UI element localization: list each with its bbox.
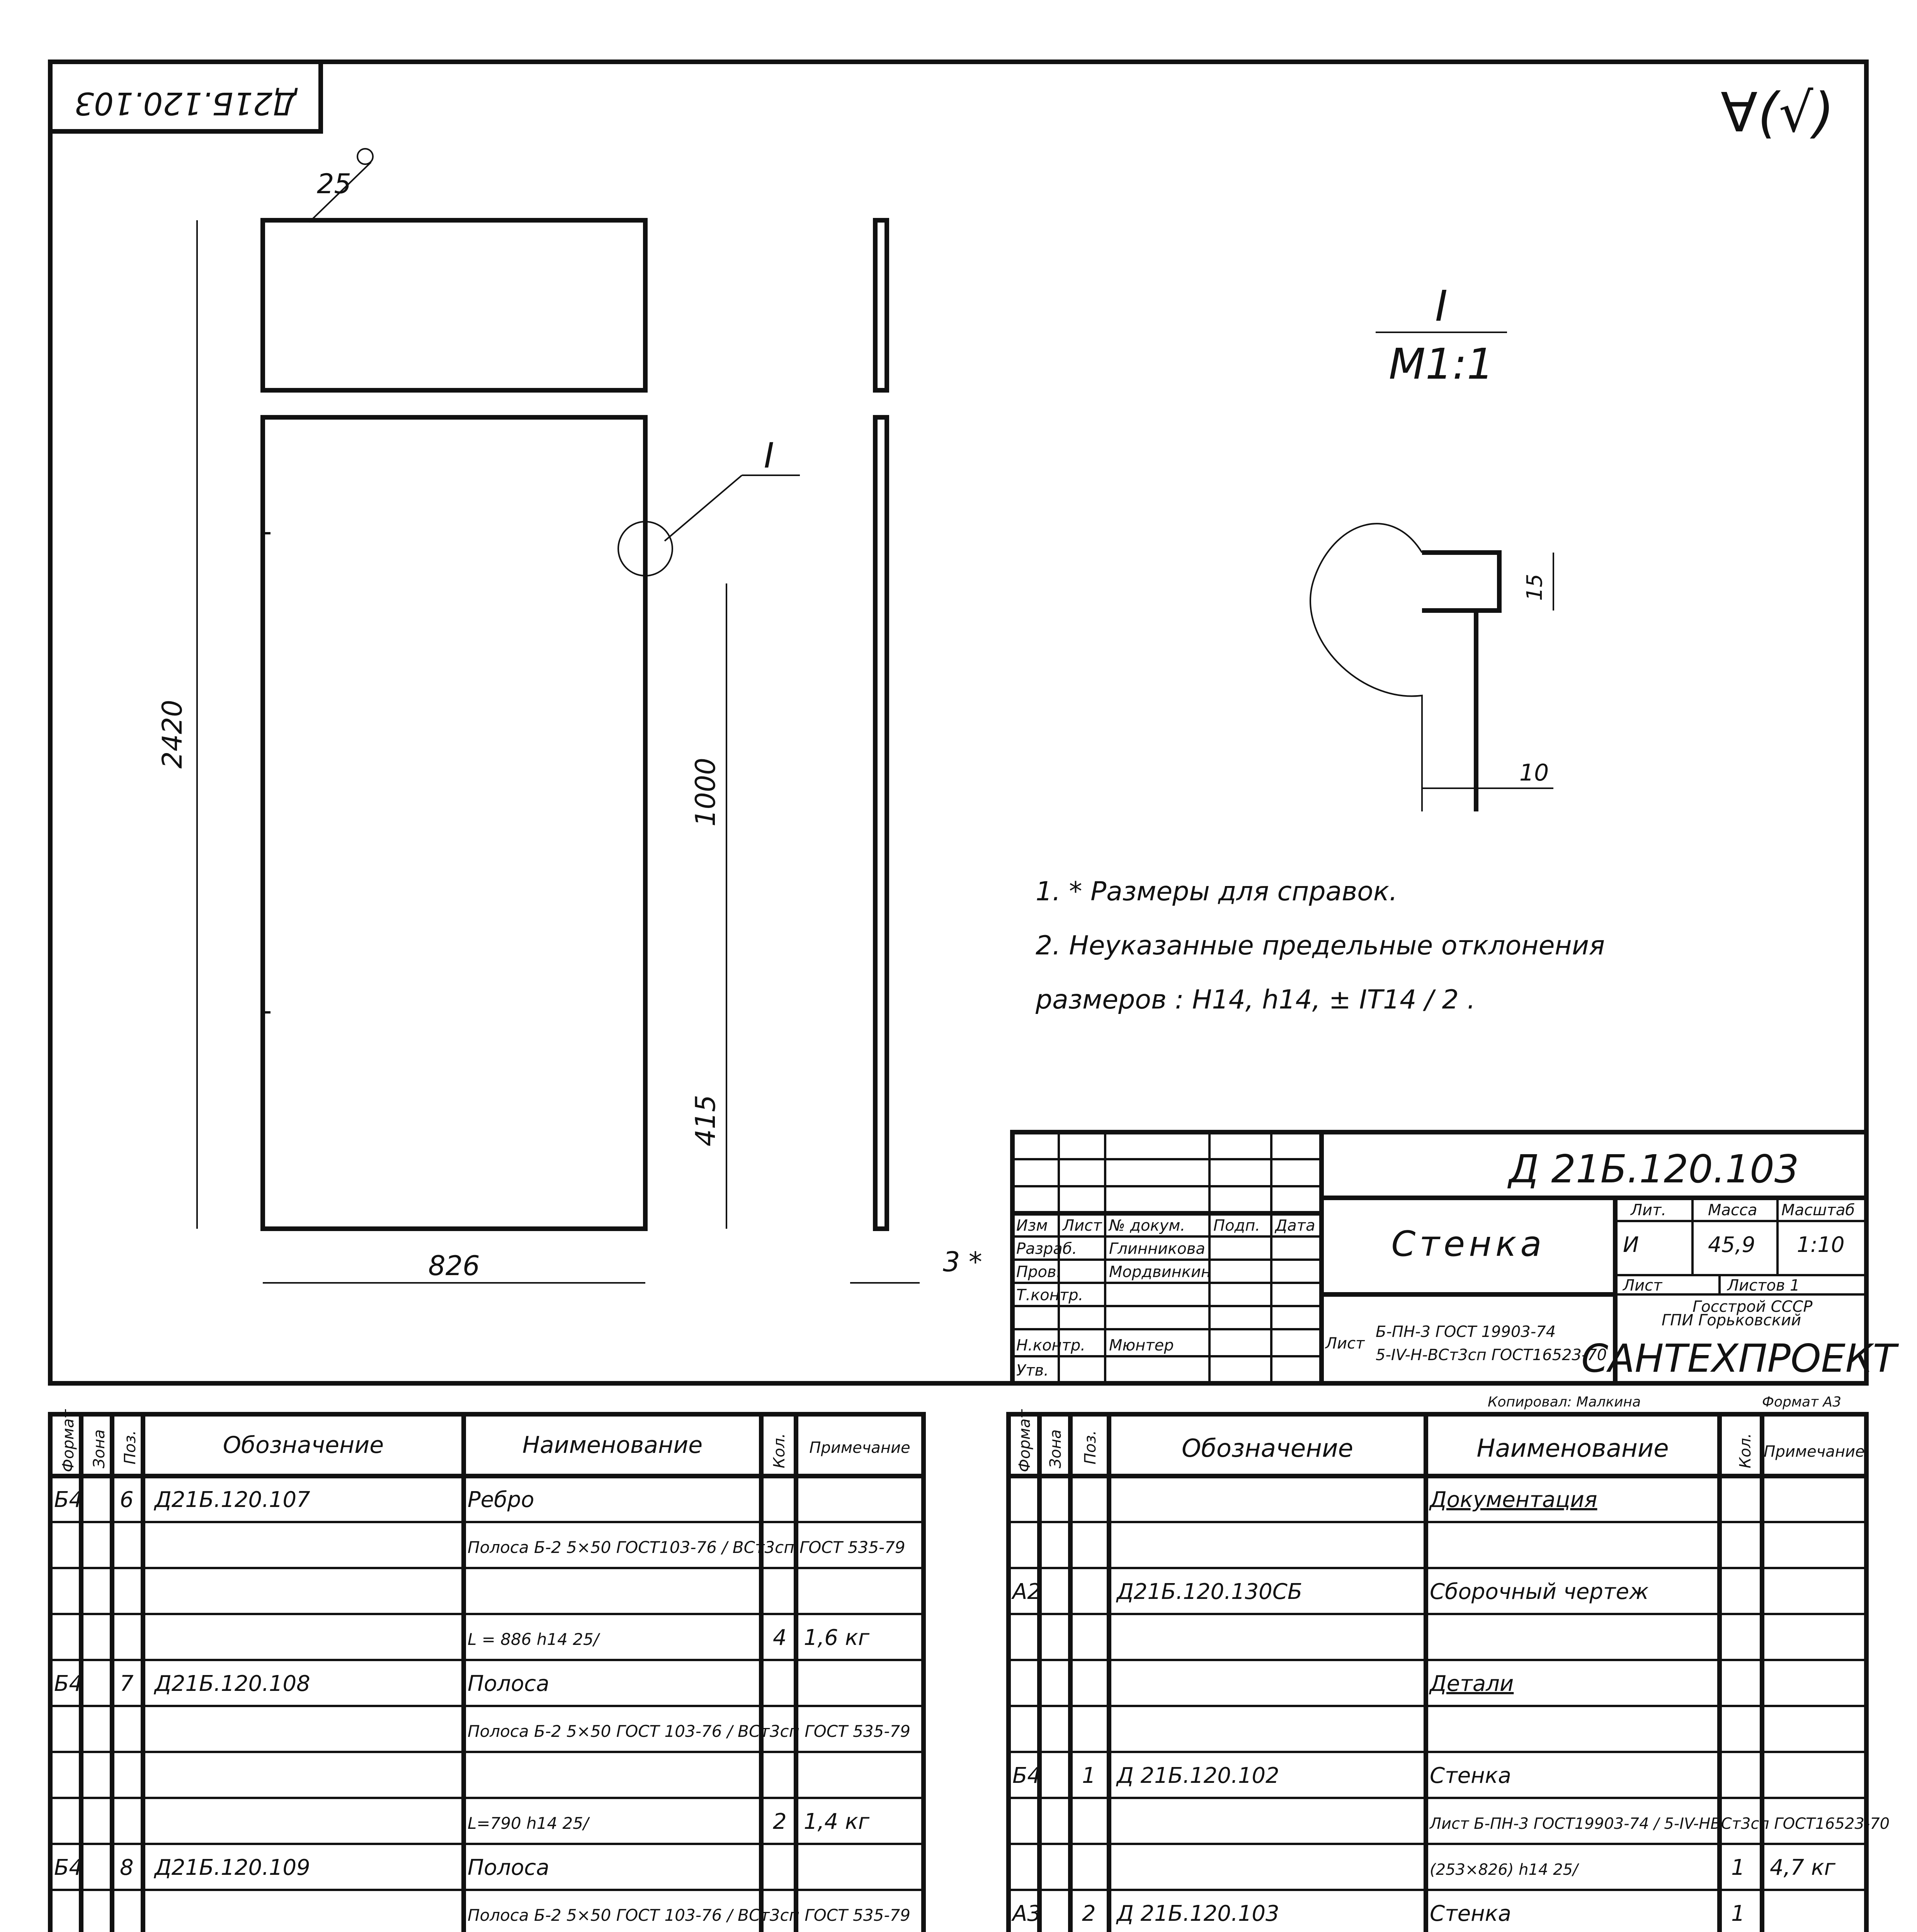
- tb-h-data: Дата: [1275, 1217, 1315, 1235]
- spec-name: L = 886 h14 25/: [468, 1630, 599, 1649]
- ls-h-fmt: Формат: [60, 1409, 77, 1472]
- spec-note: 1,4 кг: [804, 1809, 870, 1834]
- spec-format: Б4: [1012, 1763, 1041, 1788]
- spec-name: Детали: [1430, 1671, 1514, 1696]
- tb-role-2: Пров.: [1016, 1263, 1061, 1281]
- detail-profile: [1422, 553, 1499, 611]
- detail-leader: [665, 475, 742, 541]
- tb-role-5: Н.контр.: [1016, 1337, 1085, 1354]
- spec-name: Ребро: [468, 1487, 534, 1512]
- dim-15: 15: [1522, 574, 1547, 601]
- tb-org-1: Госстрой СССР: [1692, 1298, 1813, 1316]
- tb-scale: 1:10: [1797, 1232, 1845, 1257]
- top-format: Формат А3: [1762, 1394, 1842, 1410]
- rs-h-zone: Зона: [1047, 1429, 1065, 1468]
- main-part-outline: [263, 220, 887, 1229]
- spec-name: Полоса Б-2 5×50 ГОСТ 103-76 / ВСт3сп ГОСТ 535-79: [468, 1906, 910, 1925]
- spec-format: А3: [1012, 1901, 1041, 1926]
- tb-role-1: Разраб.: [1016, 1240, 1077, 1258]
- spec-designation: Д21Б.120.107: [155, 1487, 310, 1512]
- rs-h-fmt: Формат: [1016, 1409, 1034, 1472]
- ls-h-zone: Зона: [90, 1429, 108, 1468]
- roughness-circle: [357, 149, 373, 164]
- dim-415: 415: [690, 1095, 721, 1146]
- rs-h-pos: Поз.: [1082, 1430, 1099, 1464]
- note-3: размеров : Н14, h14, ± IT14 / 2 .: [1036, 985, 1476, 1015]
- spec-quantity: 1: [1731, 1855, 1745, 1880]
- tb-material-1: Б-ПН-3 ГОСТ 19903-74: [1376, 1323, 1556, 1341]
- spec-format: Б4: [54, 1671, 83, 1696]
- spec-note: 4,7 кг: [1770, 1855, 1836, 1880]
- detail-scale: М1:1: [1389, 339, 1494, 389]
- roughness-symbol: ∀(√): [1720, 82, 1835, 145]
- spec-format: Б4: [54, 1487, 83, 1512]
- tb-person-5: Мюнтер: [1109, 1337, 1174, 1354]
- note-1: 1. * Размеры для справок.: [1036, 876, 1398, 907]
- spec-designation: Д 21Б.120.103: [1117, 1901, 1279, 1926]
- spec-name: Стенка: [1430, 1763, 1511, 1788]
- spec-designation: Д21Б.120.108: [155, 1671, 310, 1696]
- spec-quantity: 1: [1731, 1901, 1745, 1926]
- spec-position: 8: [120, 1855, 134, 1880]
- tb-material-2: 5-IV-Н-ВСт3сп ГОСТ16523-70: [1376, 1346, 1607, 1364]
- tb-scale-header: Масштаб: [1781, 1201, 1855, 1219]
- dim-10: 10: [1519, 759, 1549, 786]
- tb-person-1: Глинникова: [1109, 1240, 1205, 1258]
- tb-mass: 45,9: [1708, 1232, 1755, 1257]
- rs-h-note: Примечание: [1764, 1443, 1865, 1461]
- rs-h-name: Наименование: [1476, 1434, 1669, 1463]
- ls-h-code: Обозначение: [223, 1432, 384, 1459]
- spec-position: 6: [120, 1487, 134, 1512]
- tb-lit-header: Лит.: [1631, 1201, 1667, 1219]
- spec-name: (253×826) h14 25/: [1430, 1861, 1578, 1879]
- spec-name: Полоса Б-2 5×50 ГОСТ103-76 / ВСт3сп ГОСТ 535-79: [468, 1538, 905, 1557]
- ls-h-name: Наименование: [522, 1432, 703, 1459]
- tb-h-izm: Изм: [1016, 1217, 1048, 1235]
- tb-lit: И: [1623, 1232, 1639, 1257]
- tb-mass-header: Масса: [1708, 1201, 1757, 1219]
- tb-org-3: САНТЕХПРОЕКТ: [1581, 1336, 1897, 1381]
- detail-label: I: [764, 435, 774, 476]
- top-sheet: [50, 62, 1899, 1410]
- ls-h-pos: Поз.: [121, 1430, 139, 1464]
- detail-break-line: [1310, 524, 1422, 811]
- rs-h-code: Обозначение: [1181, 1434, 1354, 1463]
- rs-h-qty: Кол.: [1737, 1433, 1754, 1468]
- spec-name: Сборочный чертеж: [1430, 1579, 1649, 1604]
- note-2: 2. Неуказанные предельные отклонения: [1036, 930, 1605, 961]
- spec-position: 7: [120, 1671, 134, 1696]
- top-designation: Д 21Б.120.103: [1509, 1146, 1799, 1192]
- spec-format: А2: [1012, 1579, 1041, 1604]
- right-spec-sheet: [962, 1409, 1895, 1932]
- ls-h-note: Примечание: [809, 1439, 910, 1457]
- tb-sheets-label: Листов 1: [1727, 1277, 1800, 1294]
- tb-h-podp: Подп.: [1213, 1217, 1260, 1235]
- top-copied-by: Копировал: Малкина: [1488, 1394, 1641, 1410]
- roughness-25: 25: [317, 168, 352, 200]
- tb-sheet-label: Лист: [1623, 1277, 1662, 1294]
- spec-note: 1,6 кг: [804, 1625, 870, 1650]
- tb-material-prefix: Лист: [1325, 1335, 1365, 1352]
- detail-ref: I: [1435, 281, 1448, 331]
- rotated-stamp: Д21Б.120.103: [74, 85, 297, 121]
- ls-h-qty: Кол.: [771, 1433, 788, 1468]
- dim-3: 3 *: [943, 1246, 982, 1278]
- spec-name: L=790 h14 25/: [468, 1814, 589, 1833]
- tb-role-3: Т.контр.: [1016, 1286, 1084, 1304]
- tb-org-2: ГПИ Горьковский: [1662, 1311, 1801, 1329]
- spec-name: Лист Б-ПН-3 ГОСТ19903-74 / 5-IV-НВСт3сп ГОСТ16523-70: [1430, 1815, 1890, 1833]
- spec-name: Полоса Б-2 5×50 ГОСТ 103-76 / ВСт3сп ГОСТ 535-79: [468, 1722, 910, 1741]
- tb-role-6: Утв.: [1016, 1362, 1049, 1379]
- spec-designation: Д21Б.120.109: [155, 1855, 310, 1880]
- spec-name: Полоса: [468, 1855, 549, 1880]
- spec-name: Документация: [1430, 1487, 1597, 1512]
- left-spec-sheet: [50, 1409, 924, 1932]
- spec-position: 1: [1082, 1763, 1096, 1788]
- dim-826: 826: [428, 1250, 480, 1282]
- spec-quantity: 4: [773, 1625, 787, 1650]
- tb-h-doc: № докум.: [1109, 1217, 1186, 1235]
- dim-2420: 2420: [156, 699, 188, 769]
- spec-format: Б4: [54, 1855, 83, 1880]
- spec-name: Полоса: [468, 1671, 549, 1696]
- tb-h-list: Лист: [1063, 1217, 1102, 1235]
- spec-quantity: 2: [773, 1809, 787, 1834]
- tb-person-2: Мордвинкин: [1109, 1263, 1211, 1281]
- spec-name: Стенка: [1430, 1901, 1511, 1926]
- dim-1000: 1000: [690, 757, 721, 827]
- spec-position: 2: [1082, 1901, 1096, 1926]
- spec-designation: Д 21Б.120.102: [1117, 1763, 1279, 1788]
- spec-designation: Д21Б.120.130СБ: [1117, 1579, 1303, 1604]
- top-part-name: Стенка: [1391, 1224, 1546, 1264]
